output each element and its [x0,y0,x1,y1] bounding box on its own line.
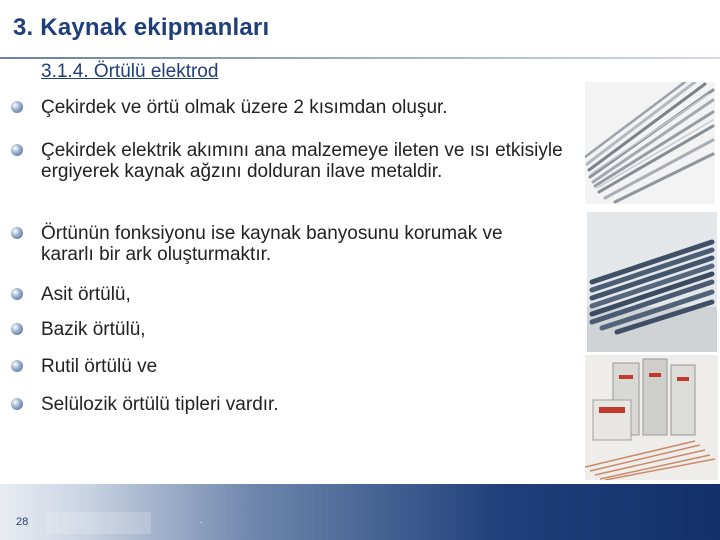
bullet-text: Örtünün fonksiyonu ise kaynak banyosunu korumak ve kararlı bir ark oluşturmaktır. [41,223,503,265]
bullet-text: Bazik örtülü, [41,319,146,340]
bullet-text: Asit örtülü, [41,284,131,305]
footer-box [46,512,151,534]
footer-mark: . [200,515,203,526]
bullet-item [41,223,511,265]
bullet-icon [11,144,23,156]
electrode-bundle-image [587,212,717,352]
electrode-rods-image [585,82,715,204]
bullet-text: Çekirdek ve örtü olmak üzere 2 kısımdan oluşur. [41,97,448,118]
bullet-icon [11,323,23,335]
bullet-text: Çekirdek elektrik akımını ana malzemeye ileten ve ısı etkisiyle ergiyerek kaynak ağzını dolduran ilave metaldir. [41,140,563,182]
bullet-item [41,140,581,182]
bullet-icon [11,288,23,300]
page-number: 28 [16,516,29,528]
bullet-item [41,394,581,415]
slide-title: 3. Kaynak ekipmanları [13,14,270,41]
bullet-icon [11,398,23,410]
bullet-text: Selülozik örtülü tipleri vardır. [41,394,279,415]
electrode-packages-image [585,355,718,480]
bullet-item [41,319,581,340]
bullet-item [41,97,581,118]
bullet-item [41,284,581,305]
bullet-item [41,356,581,377]
bullet-icon [11,227,23,239]
bullet-text: Rutil örtülü ve [41,356,158,377]
bullet-icon [11,101,23,113]
slide-subtitle: 3.1.4. Örtülü elektrod [41,61,219,82]
bullet-icon [11,360,23,372]
